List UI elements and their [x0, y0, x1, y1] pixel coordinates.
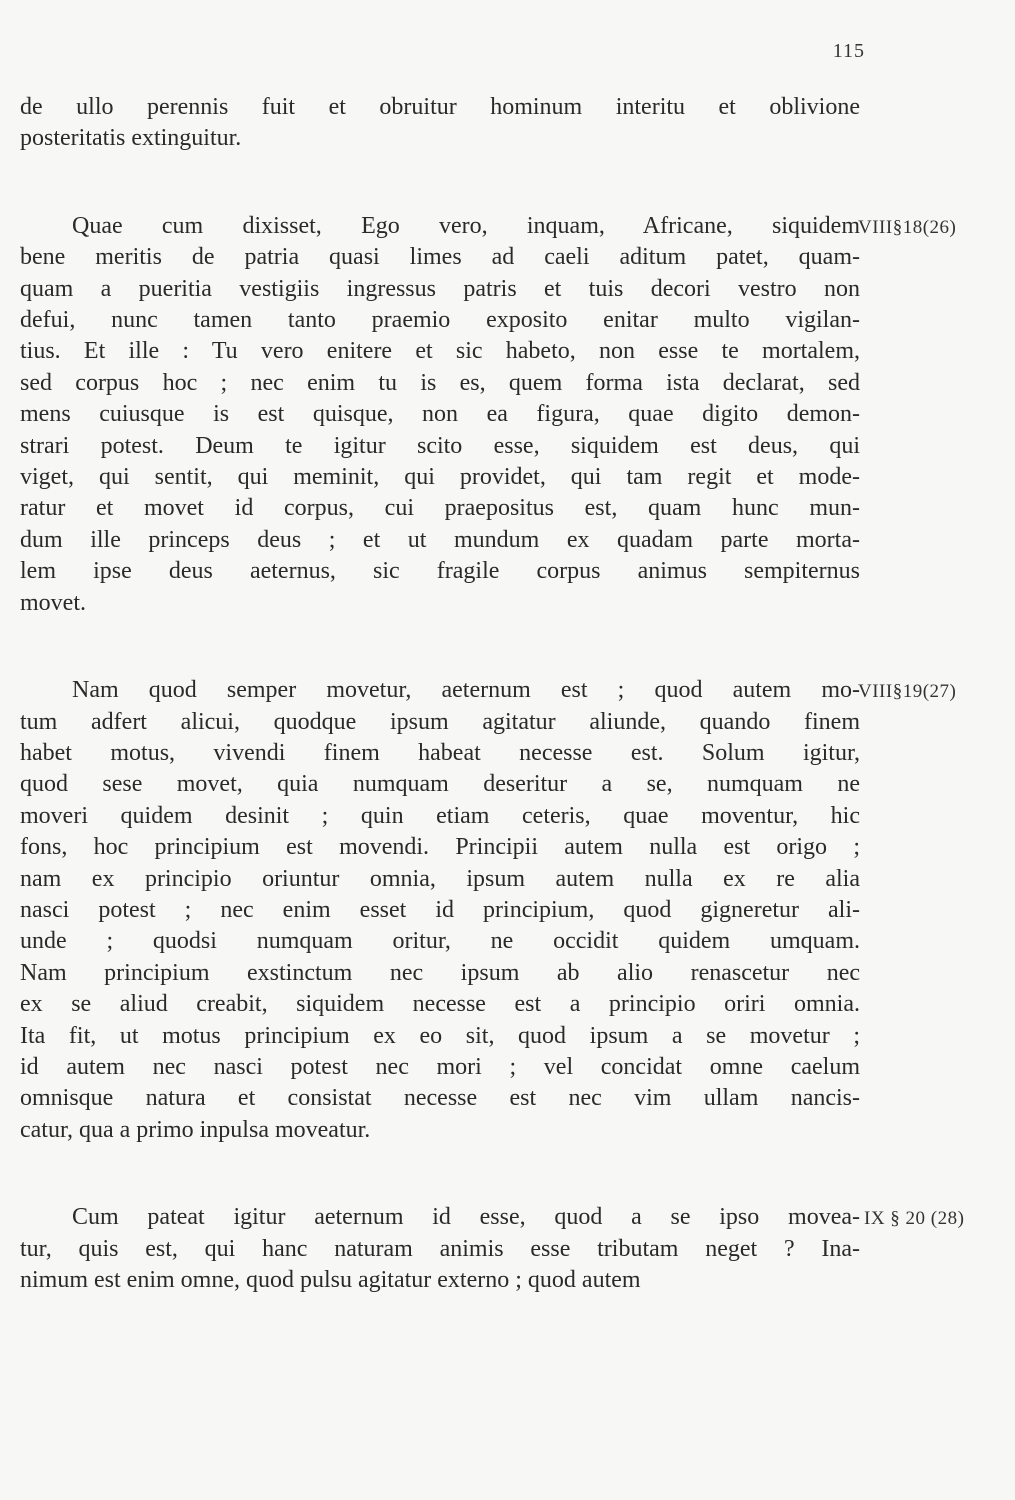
- text-line: de ullo perennis fuit et obruitur hominum interitu et oblivione: [20, 94, 860, 120]
- paragraph: [20, 92, 860, 155]
- paragraph: [20, 675, 860, 1146]
- text-line: habet motus, vivendi finem habeat necesse est. Solum igitur,: [20, 739, 860, 766]
- text-line: bene meritis de patria quasi limes ad caeli aditum patet, quam-: [20, 244, 860, 271]
- text-line: ex se aliud creabit, siquidem necesse est a principio oriri omnia.: [20, 991, 860, 1018]
- text-line: lem ipse deus aeternus, sic fragile corpus animus sempiternus: [20, 558, 860, 585]
- text-line: moveri quidem desinit ; quin etiam ceteris, quae moventur, hic: [20, 802, 860, 829]
- text-line: quod sese movet, quia numquam deseritur a se, numquam ne: [20, 771, 860, 798]
- text-line: ratur et movet id corpus, cui praepositus est, quam hunc mun-: [20, 495, 860, 522]
- text-line: strari potest. Deum te igitur scito esse, siquidem est deus, qui: [20, 432, 860, 459]
- text-line: unde ; quodsi numquam oritur, ne occidit quidem umquam.: [20, 928, 860, 955]
- text-column: [20, 92, 860, 1296]
- section-reference: VIII§18(26): [858, 216, 957, 238]
- text-line: fons, hoc principium est movendi. Principii autem nulla est origo ;: [20, 834, 860, 861]
- text-line: Quae cum dixisset, Ego vero, inquam, Africane, siquidem: [72, 212, 860, 239]
- text-line: mens cuiusque is est quisque, non ea figura, quae digito demon-: [20, 401, 860, 428]
- text-line: posteritatis extinguitur.: [20, 125, 242, 152]
- text-line: viget, qui sentit, qui meminit, qui providet, qui tam regit et mode-: [20, 464, 860, 491]
- text-line: Nam principium exstinctum nec ipsum ab alio renascetur nec: [20, 959, 860, 986]
- text-line: Cum pateat igitur aeternum id esse, quod a se ipso movea-: [72, 1204, 860, 1231]
- text-line: tius. Et ille : Tu vero enitere et sic habeto, non esse te mortalem,: [20, 338, 860, 365]
- paragraph: [20, 211, 860, 619]
- text-line: Ita fit, ut motus principium ex eo sit, quod ipsum a se movetur ;: [20, 1022, 860, 1049]
- page-number: 115: [832, 40, 865, 62]
- text-line: id autem nec nasci potest nec mori ; vel concidat omne caelum: [20, 1053, 860, 1080]
- paragraph-list: [20, 92, 860, 1296]
- text-line: sed corpus hoc ; nec enim tu is es, quem forma ista declarat, sed: [20, 369, 860, 396]
- text-line: dum ille princeps deus ; et ut mundum ex quadam parte morta-: [20, 526, 860, 553]
- text-line: defui, nunc tamen tanto praemio exposito enitar multo vigilan-: [20, 307, 860, 334]
- text-line: movet.: [20, 589, 86, 616]
- text-line: nam ex principio oriuntur omnia, ipsum autem nulla ex re alia: [20, 865, 860, 892]
- text-line: nimum est enim omne, quod pulsu agitatur externo ; quod autem: [20, 1267, 641, 1293]
- section-reference: VIII§19(27): [858, 681, 957, 703]
- paragraph: [20, 1202, 860, 1296]
- section-reference: IX § 20 (28): [864, 1208, 965, 1230]
- text-line: omnisque natura et consistat necesse est nec vim ullam nancis-: [20, 1085, 860, 1112]
- text-line: catur, qua a primo inpulsa moveatur.: [20, 1116, 371, 1143]
- text-line: quam a pueritia vestigiis ingressus patris et tuis decori vestro non: [20, 275, 860, 302]
- text-line: Nam quod semper movetur, aeternum est ; quod autem mo-: [72, 677, 860, 704]
- text-line: nasci potest ; nec enim esset id principium, quod gigneretur ali-: [20, 896, 860, 923]
- text-line: tum adfert alicui, quodque ipsum agitatur aliunde, quando finem: [20, 708, 860, 735]
- text-line: tur, quis est, qui hanc naturam animis esse tributam neget ? Ina-: [20, 1235, 860, 1262]
